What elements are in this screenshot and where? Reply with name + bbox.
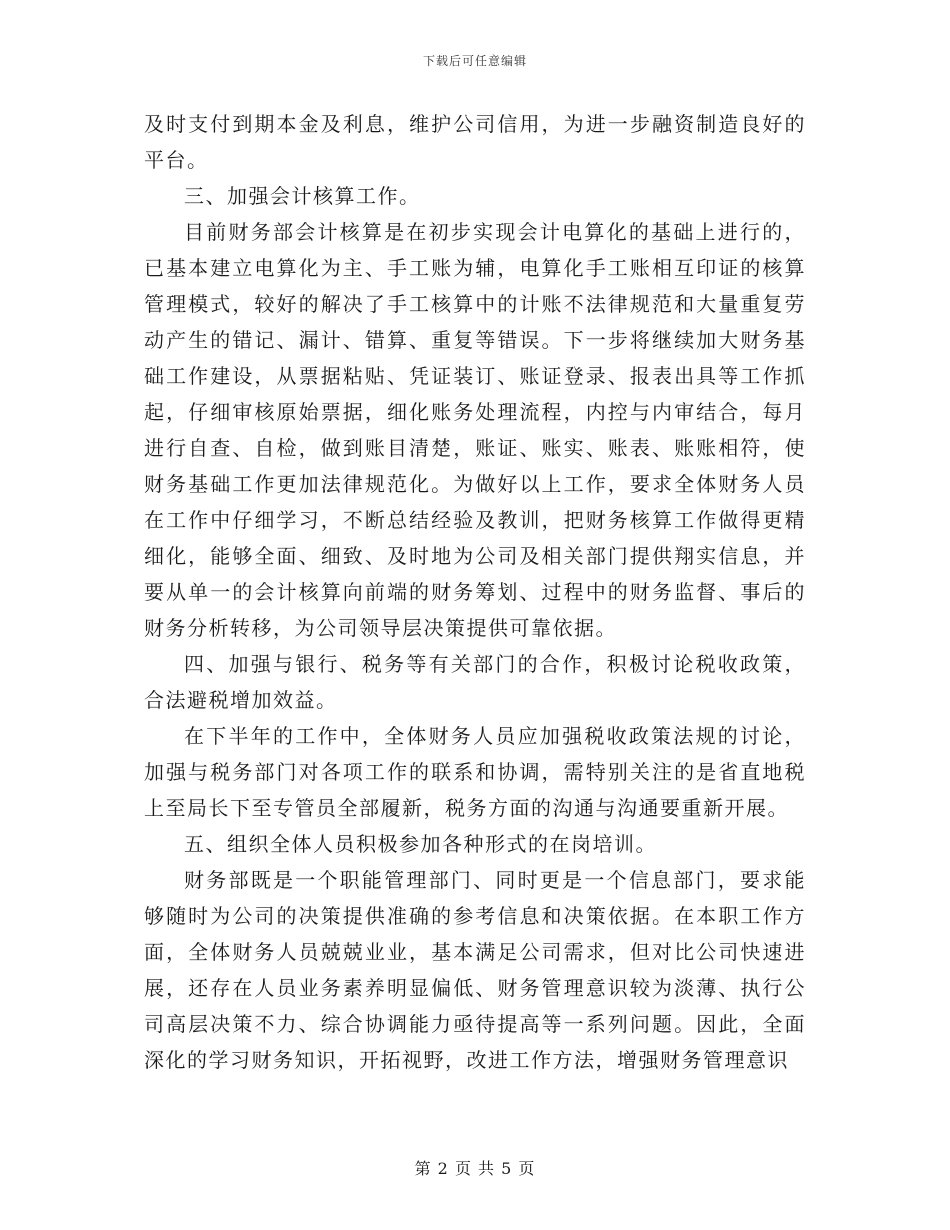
page-footer: 第 2 页 共 5 页	[414, 1159, 536, 1178]
section-heading: 五、组织全体人员积极参加各种形式的在岗培训。	[184, 832, 657, 856]
page-header: 下载后可任意编辑	[422, 54, 527, 68]
paragraph: 及时支付到期本金及利息，维护公司信用，为进一步融资制造良好的平台。	[144, 112, 806, 172]
paragraph: 财务部既是一个职能管理部门、同时更是一个信息部门，要求能够随时为公司的决策提供准确的参考信息和决策依据。在本职工作方面，全体财务人员兢兢业业，基本满足公司需求，但对比公司快速进展，还存在人员业务素养明显偏低、财务管理意识较为淡薄、执行公司高层决策不力、综合协调能力亟待提高等一系列问题。因此，全面深化的学习财务知识，开拓视野，改进工作方法，增强财务管理意识	[144, 868, 806, 1072]
paragraph: 目前财务部会计核算是在初步实现会计电算化的基础上进行的，已基本建立电算化为主、手工账为辅，电算化手工账相互印证的核算管理模式，较好的解决了手工核算中的计账不法律规范和大量重复劳动产生的错记、漏计、错算、重复等错误。下一步将继续加大财务基础工作建设，从票据粘贴、凭证装订、账证登录、报表出具等工作抓起，仔细审核原始票据，细化账务处理流程，内控与内审结合，每月进行自查、自检，做到账目清楚，账证、账实、账表、账账相符，使财务基础工作更加法律规范化。为做好以上工作，要求全体财务人员在工作中仔细学习，不断总结经验及教训，把财务核算工作做得更精细化，能够全面、细致、及时地为公司及相关部门提供翔实信息，并要从单一的会计核算向前端的财务筹划、过程中的财务监督、事后的财务分析转移，为公司领导层决策提供可靠依据。	[144, 220, 806, 640]
section-heading: 四、加强与银行、税务等有关部门的合作，积极讨论税收政策，合法避税增加效益。	[144, 652, 806, 712]
paragraph: 在下半年的工作中，全体财务人员应加强税收政策法规的讨论，加强与税务部门对各项工作的联系和协调，需特别关注的是省直地税上至局长下至专管员全部履新，税务方面的沟通与沟通要重新开展。	[144, 724, 806, 820]
document-body	[144, 106, 806, 1078]
section-heading: 三、加强会计核算工作。	[184, 184, 421, 208]
